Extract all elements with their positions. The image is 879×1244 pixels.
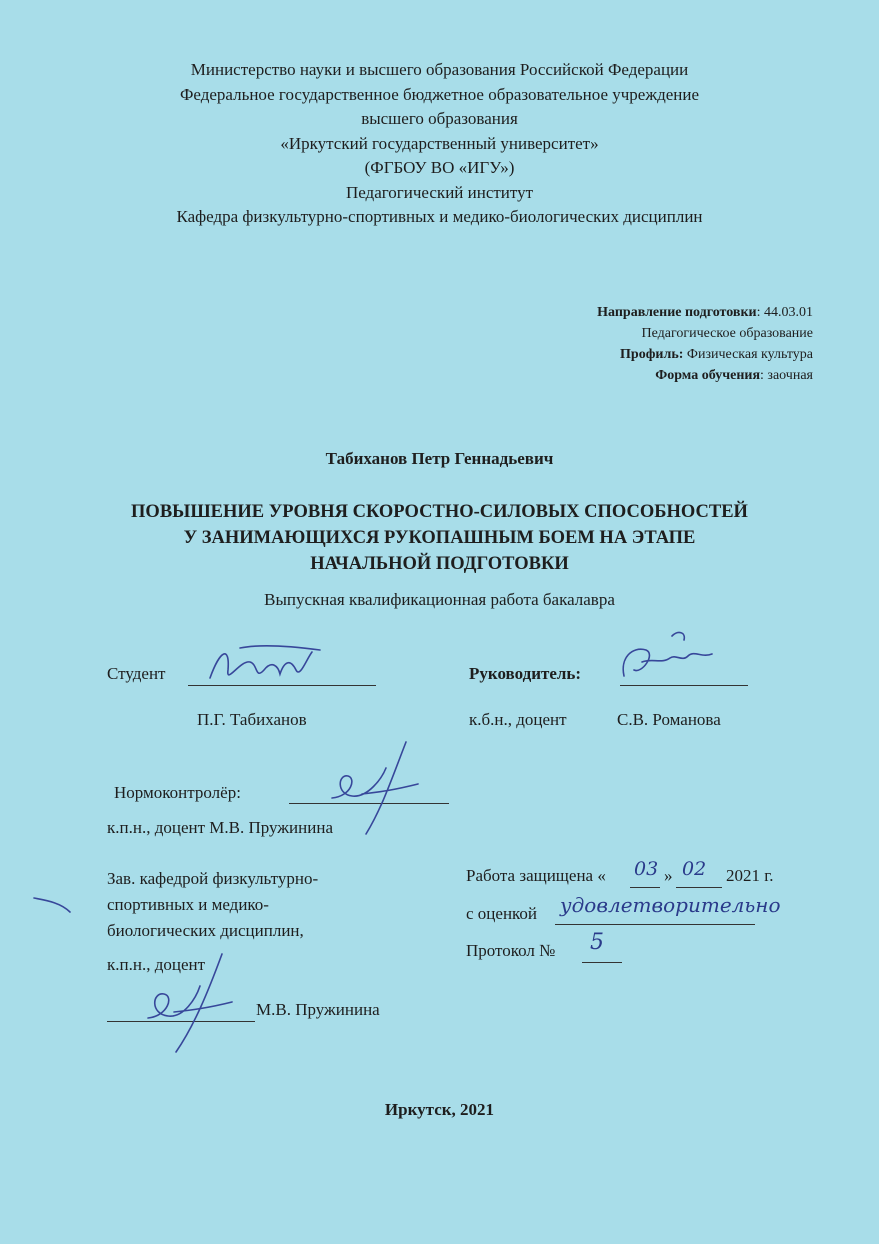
direction-label: Направление подготовки [597,305,757,320]
thesis-title [0,499,879,577]
header-line: высшего образования [361,109,518,128]
supervisor-degree: к.б.н., доцент [469,710,567,729]
title-line: У ЗАНИМАЮЩИХСЯ РУКОПАШНЫМ БОЕМ НА ЭТАПЕ [183,528,696,548]
head-block [107,866,318,944]
supervisor-signature-icon [612,628,722,688]
defense-day: 03 [634,858,659,880]
direction-block [597,302,813,386]
pen-stroke-icon [30,890,80,920]
form-label: Форма обучения [655,368,761,383]
head-name: М.В. Пружинина [256,1000,380,1019]
header-line: Министерство науки и высшего образования Российской Федерации [190,60,689,79]
head-signature-icon [128,948,238,1058]
protocol-line [582,962,622,963]
title-line: ПОВЫШЕНИЕ УРОВНЯ СКОРОСТНО-СИЛОВЫХ СПОСОБНОСТЕЙ [131,502,748,522]
defense-month-line [676,887,722,888]
grade-value: удовлетворительно [560,893,781,917]
header-line: Федеральное государственное бюджетное образовательное учреждение [179,84,700,104]
normcontrol-signature-icon [322,738,432,838]
direction-name: Педагогическое образование [641,326,813,341]
title-line: НАЧАЛЬНОЙ ПОДГОТОВКИ [310,554,569,574]
supervisor-name: С.В. Романова [617,710,721,729]
profile-label: Профиль: [620,347,684,362]
defense-day-line [630,887,660,888]
head-line: Зав. кафедрой физкультурно- [107,869,319,888]
normcontrol-name: к.п.н., доцент М.В. Пружинина [107,818,333,837]
supervisor-label: Руководитель: [469,664,582,683]
defense-quote: » [664,866,673,885]
student-name: П.Г. Табиханов [197,710,307,729]
head-degree: к.п.н., доцент [107,955,206,974]
grade-line [555,924,755,925]
defense-year: 2021 г. [726,866,774,885]
grade-label: с оценкой [466,904,538,923]
form-value: : заочная [760,368,813,383]
city-year: Иркутск, 2021 [384,1100,495,1119]
institution-header [0,58,879,230]
defense-label: Работа защищена « [466,866,606,885]
defense-month: 02 [682,858,707,880]
normcontrol-label: Нормоконтролёр: [114,783,241,802]
header-line: «Иркутский государственный университет» [280,133,599,153]
profile-value: Физическая культура [683,347,813,362]
protocol-label: Протокол № [466,941,556,960]
header-line: Кафедра физкультурно-спортивных и медико-биологических дисциплин [176,207,703,226]
header-line: (ФГБОУ ВО «ИГУ») [364,158,515,177]
thesis-subtitle: Выпускная квалификационная работа бакалавра [264,590,615,609]
head-line: спортивных и медико- [107,895,269,914]
student-label: Студент [107,664,166,683]
student-signature-icon [200,640,330,690]
author-name: Табиханов Петр Геннадьевич [325,449,554,468]
direction-code: : 44.03.01 [756,305,813,320]
head-line: биологических дисциплин, [107,921,304,940]
header-line: Педагогический институт [345,182,534,202]
protocol-number: 5 [590,930,604,955]
